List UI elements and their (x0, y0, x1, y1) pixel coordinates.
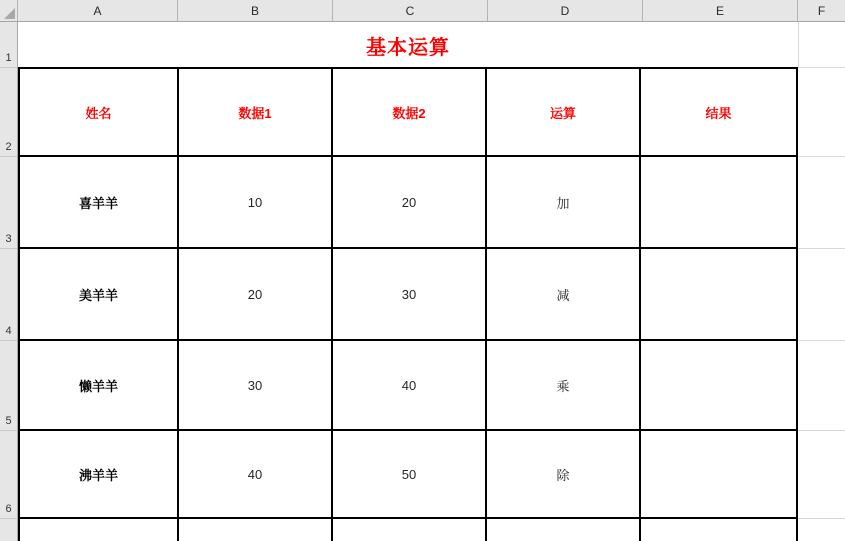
header-cell-data2[interactable]: 数据2 (333, 69, 487, 157)
row-header-7-partial[interactable] (0, 519, 17, 541)
cell-name-row3[interactable]: 懒羊羊 (20, 341, 179, 431)
column-header-bar (0, 0, 845, 22)
header-cell-name[interactable]: 姓名 (20, 69, 179, 157)
gridline (798, 67, 845, 68)
column-header-c[interactable]: C (333, 0, 488, 21)
cell-data2-row4[interactable]: 50 (333, 431, 487, 519)
cell-data1-row4[interactable]: 40 (179, 431, 333, 519)
row-header-2[interactable]: 2 (0, 68, 17, 157)
cell-result-row1[interactable] (641, 157, 796, 249)
cell-result-row2[interactable] (641, 249, 796, 341)
cell-empty-row5[interactable] (179, 519, 333, 541)
cell-data1-row3[interactable]: 30 (179, 341, 333, 431)
cell-data1-row2[interactable]: 20 (179, 249, 333, 341)
gridline (798, 248, 845, 249)
title-cell[interactable]: 基本运算 (366, 36, 450, 59)
gridline (798, 518, 845, 519)
cell-data2-row3[interactable]: 40 (333, 341, 487, 431)
column-header-b[interactable]: B (178, 0, 333, 21)
column-header-d[interactable]: D (488, 0, 643, 21)
row-header-6[interactable]: 6 (0, 431, 17, 519)
column-header-f[interactable]: F (817, 3, 826, 18)
gridline (798, 156, 845, 157)
header-cell-result[interactable]: 结果 (641, 69, 796, 157)
row-header-3[interactable]: 3 (0, 157, 17, 249)
column-header-e[interactable]: E (643, 0, 798, 21)
cell-operation-row3[interactable]: 乘 (487, 341, 641, 431)
row-header-1[interactable]: 1 (0, 22, 17, 68)
gridline (798, 340, 845, 341)
row-header-5[interactable]: 5 (0, 341, 17, 431)
gridline (798, 430, 845, 431)
cell-empty-row5[interactable] (487, 519, 641, 541)
cell-result-row3[interactable] (641, 341, 796, 431)
header-cell-data1[interactable]: 数据1 (179, 69, 333, 157)
cell-data2-row2[interactable]: 30 (333, 249, 487, 341)
cell-empty-row5[interactable] (333, 519, 487, 541)
cell-operation-row2[interactable]: 减 (487, 249, 641, 341)
row-header-bar (0, 22, 18, 541)
column-header-a[interactable]: A (18, 0, 178, 21)
cell-operation-row4[interactable]: 除 (487, 431, 641, 519)
cell-result-row4[interactable] (641, 431, 796, 519)
cell-empty-row5[interactable] (641, 519, 796, 541)
row-header-4[interactable]: 4 (0, 249, 17, 341)
header-cell-operation[interactable]: 运算 (487, 69, 641, 157)
cell-name-row1[interactable]: 喜羊羊 (20, 157, 179, 249)
cell-data1-row1[interactable]: 10 (179, 157, 333, 249)
select-all-triangle-icon (4, 8, 15, 19)
cell-data2-row1[interactable]: 20 (333, 157, 487, 249)
select-all-corner[interactable] (0, 0, 18, 21)
data-table (18, 67, 798, 541)
cell-operation-row1[interactable]: 加 (487, 157, 641, 249)
gridline (798, 22, 799, 68)
cell-name-row2[interactable]: 美羊羊 (20, 249, 179, 341)
cell-name-row4[interactable]: 沸羊羊 (20, 431, 179, 519)
cell-empty-row5[interactable] (20, 519, 179, 541)
